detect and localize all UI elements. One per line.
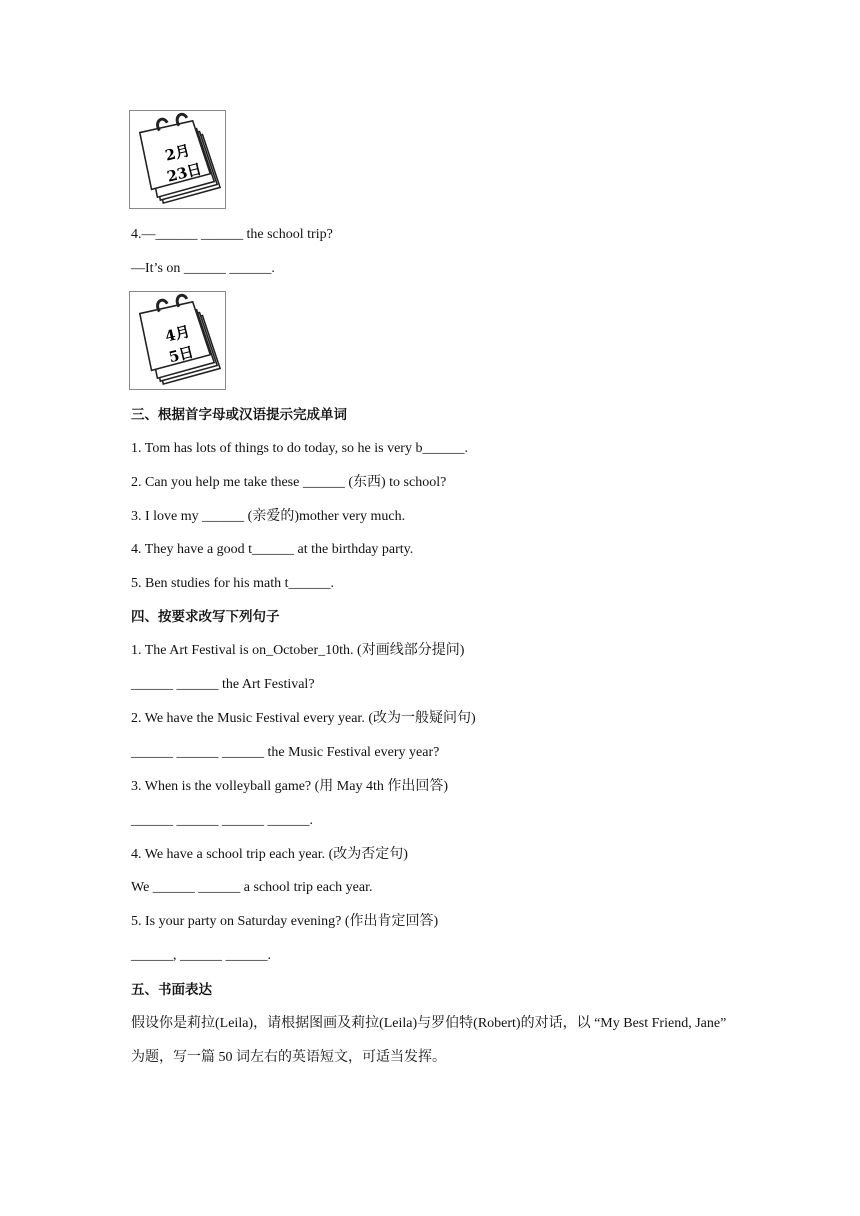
- section4-item: 4. We have a school trip each year. (改为否定句): [131, 847, 408, 862]
- q4-question: 4.—______ ______ the school trip?: [131, 227, 333, 242]
- section4-item: 1. The Art Festival is on_October_10th. (对画线部分提问): [131, 643, 465, 658]
- section4-title: 四、按要求改写下列句子: [131, 609, 280, 625]
- q4-answer: —It’s on ______ ______.: [131, 261, 275, 276]
- section4-item: We ______ ______ a school trip each year.: [131, 880, 373, 895]
- calendar-image-feb-23: [129, 110, 226, 209]
- section4-item: 2. We have the Music Festival every year. (改为一般疑问句): [131, 711, 476, 726]
- section5-title: 五、书面表达: [131, 982, 212, 998]
- section4-item: ______ ______ the Art Festival?: [131, 677, 315, 692]
- calendar1-day: 23日: [165, 160, 204, 186]
- calendar-image-apr-5: [129, 291, 226, 390]
- section3-item: 3. I love my ______ (亲爱的)mother very much.: [131, 509, 406, 524]
- section3-item: 5. Ben studies for his math t______.: [131, 576, 334, 591]
- section4-item: 3. When is the volleyball game? (用 May 4th 作出回答): [131, 779, 449, 794]
- section4-item: ______, ______ ______.: [131, 948, 271, 963]
- section3-item: 1. Tom has lots of things to do today, so he is very b______.: [131, 441, 468, 456]
- section3-item: 2. Can you help me take these ______ (东西) to school?: [131, 475, 447, 490]
- section3-item: 4. They have a good t______ at the birthday party.: [131, 542, 414, 557]
- section4-item: ______ ______ ______ ______.: [131, 813, 313, 828]
- section5-prompt: 假设你是莉拉(Leila)，请根据图画及莉拉(Leila)与罗伯特(Robert)的对话，以 “My Best Friend, Jane” 为题，写一篇 50 词左右的英语短文，可适当发挥。: [131, 1016, 727, 1065]
- section4-item: 5. Is your party on Saturday evening? (作出肯定回答): [131, 914, 439, 929]
- section3-title: 三、根据首字母或汉语提示完成单词: [131, 407, 347, 423]
- calendar2-month: 4月: [163, 323, 192, 346]
- calendar2-day: 5日: [167, 343, 196, 367]
- calendar1-month: 2月: [163, 142, 192, 165]
- section4-item: ______ ______ ______ the Music Festival every year?: [131, 745, 440, 760]
